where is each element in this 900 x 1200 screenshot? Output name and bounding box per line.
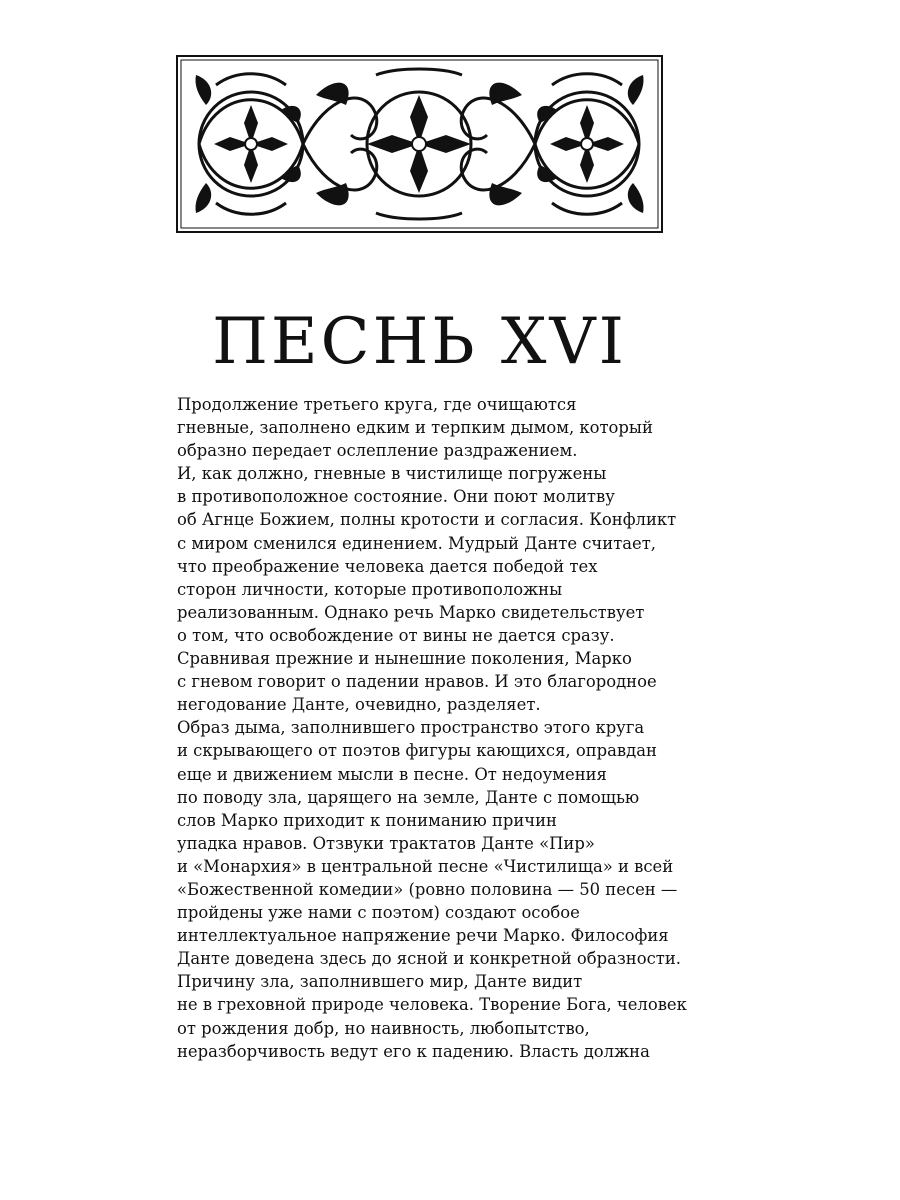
ornament-headpiece [176,55,663,233]
text-line: гневные, заполнено едким и терпким дымом, который [177,418,653,438]
text-line: пройдены уже нами с поэтом) создают особое [177,903,580,923]
chapter-summary-text [177,393,687,1063]
text-line: интеллектуальное напряжение речи Марко. Философия [177,926,669,946]
text-line: слов Марко приходит к пониманию причин [177,810,557,830]
text-line: с миром сменился единением. Мудрый Данте считает, [177,533,657,553]
text-line: о том, что освобождение от вины не дается сразу. [177,625,615,645]
text-line: и «Монархия» в центральной песне «Чистилища» и всей [177,856,674,876]
text-line: неразборчивость ведут его к падению. Власть должна [177,1041,650,1061]
text-line: Причину зла, заполнившего мир, Данте видит [177,972,583,992]
text-line: и скрывающего от поэтов фигуры кающихся, оправдан [177,741,657,761]
arabesque-ornament-icon [176,55,663,233]
text-line: «Божественной комедии» (ровно половина — 50 песен — [177,879,678,899]
text-line: с гневом говорит о падении нравов. И это благородное [177,672,657,692]
text-line: Данте доведена здесь до ясной и конкретной образности. [177,949,681,969]
text-line: И, как должно, гневные в чистилище погружены [177,464,607,484]
text-line: от рождения добр, но наивность, любопытство, [177,1018,590,1038]
text-line: сторон личности, которые противоположны [177,579,563,599]
chapter-title: ПЕСНЬ XVI [212,305,627,379]
text-line: в противоположное состояние. Они поют молитву [177,487,615,507]
text-line: упадка нравов. Отзвуки трактатов Данте «Пир» [177,833,595,853]
text-line: Сравнивая прежние и нынешние поколения, Марко [177,649,632,669]
text-line: по поводу зла, царящего на земле, Данте с помощью [177,787,640,807]
text-line: еще и движением мысли в песне. От недоумения [177,764,607,784]
text-line: образно передает ослепление раздражением. [177,441,578,461]
text-line: об Агнце Божием, полны кротости и согласия. Конфликт [177,510,677,530]
text-line: Образ дыма, заполнившего пространство этого круга [177,718,645,738]
text-line: негодование Данте, очевидно, разделяет. [177,695,541,715]
text-line: реализованным. Однако речь Марко свидетельствует [177,602,645,622]
text-line: не в греховной природе человека. Творение Бога, человек [177,995,687,1015]
text-line: Продолжение третьего круга, где очищаются [177,395,577,414]
text-line: что преображение человека дается победой тех [177,556,598,576]
